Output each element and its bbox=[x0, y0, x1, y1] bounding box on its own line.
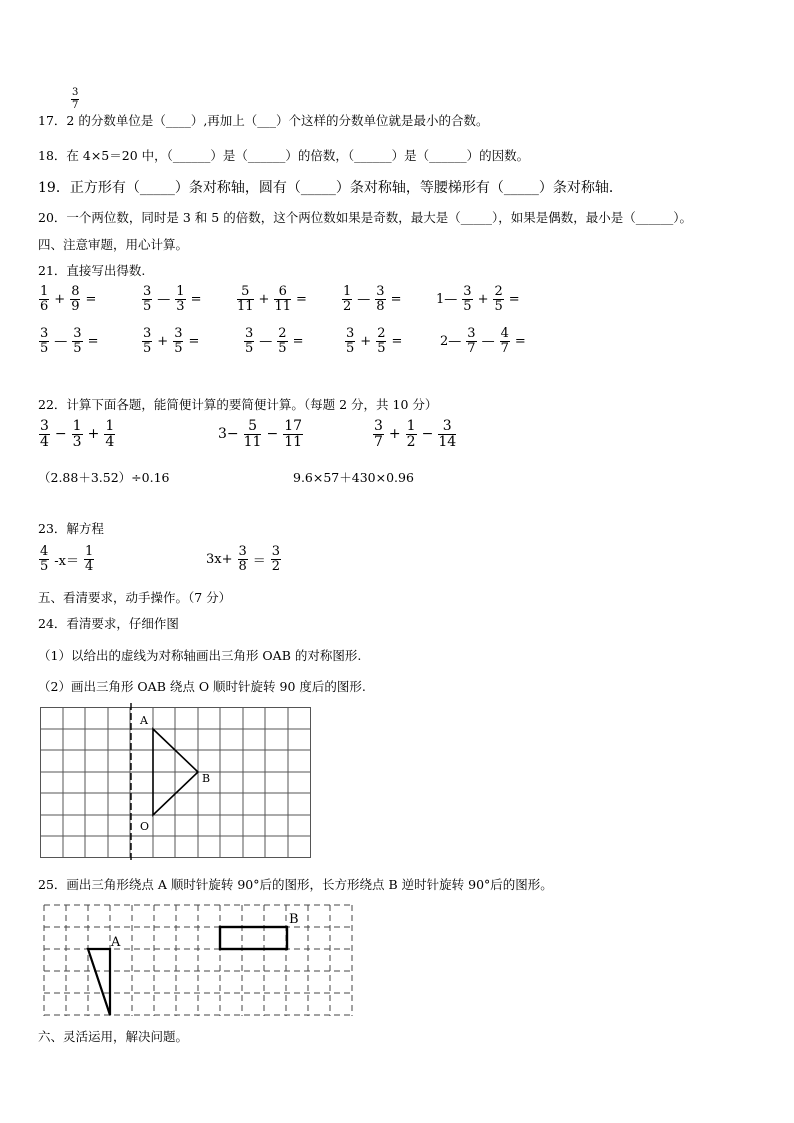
q23-equation-1 bbox=[38, 545, 95, 573]
q21-r1-c5 bbox=[434, 285, 522, 313]
question-23-title: 23．解方程 bbox=[38, 521, 104, 536]
fraction: $\frac{1}{4}$ bbox=[85, 544, 94, 574]
label-a: A bbox=[111, 935, 121, 950]
fraction: $\frac{4}{7}$ bbox=[500, 326, 509, 356]
fraction: $\frac{3}{7}$ bbox=[374, 418, 383, 450]
question-19: 19．正方形有（_____）条对称轴，圆有（_____）条对称轴，等腰梯形有（_____）条对称轴． bbox=[38, 180, 623, 196]
q21-r1-c4 bbox=[341, 285, 403, 313]
q17-fraction-numerator: 3 bbox=[72, 87, 79, 98]
operator: -x＝ bbox=[54, 553, 80, 569]
q17-fraction-denominator: 7 bbox=[72, 100, 79, 111]
q21-r2-c3 bbox=[243, 327, 305, 355]
fraction: $\frac{1}{4}$ bbox=[105, 418, 115, 450]
q25-triangle bbox=[88, 949, 110, 1015]
operator: = bbox=[190, 291, 202, 307]
operator: — bbox=[157, 291, 171, 307]
operator: = bbox=[292, 333, 304, 349]
operator: − bbox=[421, 426, 434, 443]
question-22-title: 22．计算下面各题，能简便计算的要简便计算。（每题 2 分，共 10 分） bbox=[38, 397, 438, 412]
fraction: $\frac{1}{3}$ bbox=[176, 284, 185, 314]
q21-r2-c5 bbox=[438, 327, 528, 355]
fraction: $\frac{5}{11}$ bbox=[237, 284, 254, 314]
fraction: $\frac{1}{6}$ bbox=[40, 284, 49, 314]
operator: + bbox=[54, 291, 66, 307]
question-20: 20．一个两位数，同时是 3 和 5 的倍数，这个两位数如果是奇数，最大是（_____），如果是偶数，最小是（______）。 bbox=[38, 210, 692, 225]
q21-r2-c2 bbox=[141, 327, 201, 355]
q25-grid-figure bbox=[40, 902, 356, 1018]
q23-equation-2 bbox=[204, 545, 282, 573]
operator: + bbox=[87, 426, 100, 443]
fraction: $\frac{3}{5}$ bbox=[143, 284, 152, 314]
q22-expression-5: 9.6×57＋430×0.96 bbox=[293, 470, 414, 485]
fraction: $\frac{6}{11}$ bbox=[274, 284, 291, 314]
fraction: $\frac{3}{14}$ bbox=[438, 418, 457, 450]
q25-dashed-grid bbox=[44, 905, 352, 1016]
fraction: $\frac{3}{4}$ bbox=[40, 418, 49, 450]
fraction: $\frac{3}{8}$ bbox=[238, 544, 247, 574]
operator: = bbox=[390, 291, 402, 307]
operator: 3x+ bbox=[206, 551, 233, 567]
q24-subquestion-2: （2）画出三角形 OAB 绕点 O 顺时针旋转 90 度后的图形. bbox=[38, 679, 366, 694]
operator: = bbox=[188, 333, 200, 349]
operator: — bbox=[481, 333, 495, 349]
operator: ＝ bbox=[252, 553, 266, 569]
fraction: $\frac{1}{2}$ bbox=[343, 284, 352, 314]
operator: = bbox=[296, 291, 307, 307]
question-25-title: 25．画出三角形绕点 A 顺时针旋转 90°后的图形，长方形绕点 B 逆时针旋转 90°后的图形。 bbox=[38, 877, 553, 892]
q21-r1-c1 bbox=[38, 285, 98, 313]
fraction: $\frac{8}{9}$ bbox=[71, 284, 80, 314]
section-6-heading: 六、灵活运用，解决问题。 bbox=[38, 1029, 189, 1044]
fraction: $\frac{3}{5}$ bbox=[245, 326, 254, 356]
fraction: $\frac{17}{11}$ bbox=[284, 418, 303, 450]
operator: 2— bbox=[440, 333, 462, 349]
q24-grid-figure bbox=[38, 703, 312, 860]
fraction: $\frac{4}{5}$ bbox=[40, 544, 49, 574]
operator: 1— bbox=[436, 291, 458, 307]
operator: + bbox=[477, 291, 489, 307]
fraction: $\frac{3}{5}$ bbox=[346, 326, 355, 356]
operator: − bbox=[54, 426, 67, 443]
question-24-title: 24．看清要求，仔细作图 bbox=[38, 616, 179, 631]
operator: = bbox=[514, 333, 526, 349]
fraction: $\frac{3}{7}$ bbox=[467, 326, 476, 356]
section-5-heading: 五、看清要求，动手操作。（7 分） bbox=[38, 590, 232, 605]
q25-rectangle bbox=[220, 927, 287, 949]
section-4-heading: 四、注意审题，用心计算。 bbox=[38, 237, 189, 252]
q21-r2-c1 bbox=[38, 327, 100, 355]
q22-expression-3 bbox=[372, 419, 457, 449]
fraction: $\frac{3}{5}$ bbox=[463, 284, 472, 314]
operator: = bbox=[87, 333, 99, 349]
operator: — bbox=[259, 333, 273, 349]
question-17: 17．2 的分数单位是（____）,再加上（___）个这样的分数单位就是最小的合数。 bbox=[38, 113, 489, 128]
q21-r2-c4 bbox=[344, 327, 404, 355]
label-b: B bbox=[202, 772, 211, 785]
operator: — bbox=[357, 291, 371, 307]
q21-r1-c3 bbox=[236, 285, 309, 313]
fraction: $\frac{2}{5}$ bbox=[278, 326, 287, 356]
fraction: $\frac{2}{5}$ bbox=[494, 284, 503, 314]
q24-subquestion-1: （1）以给出的虚线为对称轴画出三角形 OAB 的对称图形. bbox=[38, 648, 362, 663]
operator: + bbox=[360, 333, 372, 349]
label-b: B bbox=[289, 912, 299, 927]
operator: = bbox=[508, 291, 520, 307]
q24-grid-lines bbox=[41, 708, 311, 858]
operator: — bbox=[54, 333, 68, 349]
fraction: $\frac{3}{2}$ bbox=[271, 544, 281, 574]
operator: 3− bbox=[218, 426, 239, 443]
label-o: O bbox=[140, 820, 150, 833]
operator: + bbox=[388, 426, 401, 443]
operator: = bbox=[85, 291, 97, 307]
label-a: A bbox=[140, 714, 148, 727]
q22-expression-1 bbox=[38, 419, 116, 449]
operator: + bbox=[258, 291, 270, 307]
fraction: $\frac{3}{5}$ bbox=[73, 326, 82, 356]
fraction: $\frac{1}{2}$ bbox=[406, 418, 416, 450]
question-18: 18．在 4×5＝20 中，（______）是（______）的倍数，（______）是（______）的因数。 bbox=[38, 148, 530, 163]
fraction: $\frac{3}{5}$ bbox=[143, 326, 152, 356]
fraction: $\frac{1}{3}$ bbox=[72, 418, 82, 450]
fraction: $\frac{3}{5}$ bbox=[174, 326, 183, 356]
operator: − bbox=[266, 426, 279, 443]
q22-expression-2 bbox=[216, 419, 304, 449]
fraction: $\frac{5}{11}$ bbox=[243, 418, 262, 450]
operator: + bbox=[157, 333, 169, 349]
q21-r1-c2 bbox=[141, 285, 203, 313]
question-21-title: 21．直接写出得数. bbox=[38, 263, 146, 278]
fraction: $\frac{3}{5}$ bbox=[40, 326, 49, 356]
q22-expression-4: （2.88＋3.52）÷0.16 bbox=[38, 470, 170, 485]
fraction: $\frac{3}{8}$ bbox=[376, 284, 385, 314]
fraction: $\frac{2}{5}$ bbox=[377, 326, 386, 356]
operator: = bbox=[391, 333, 403, 349]
